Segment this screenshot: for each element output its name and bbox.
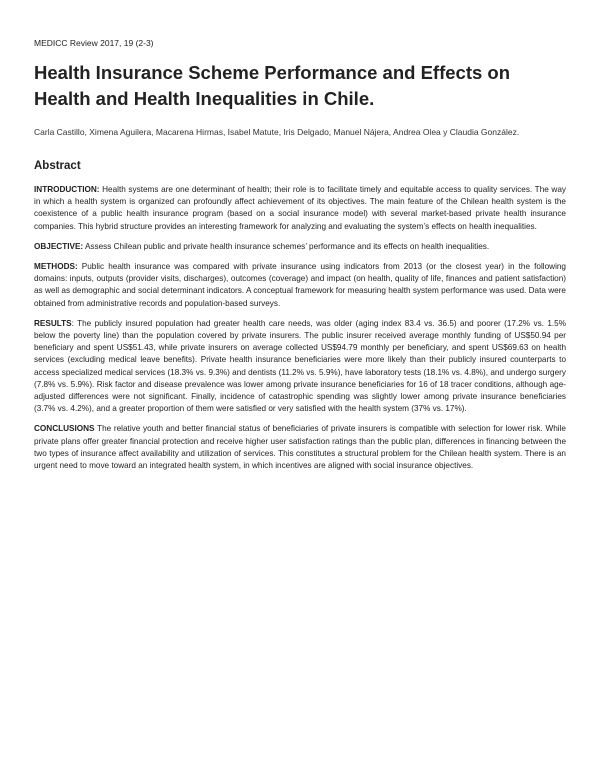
section-lead: RESULTS (34, 318, 72, 328)
journal-citation: MEDICC Review 2017, 19 (2-3) (34, 38, 154, 48)
author-list: Carla Castillo, Ximena Aguilera, Macarena Hirmas, Isabel Matute, Iris Delgado, Manuel Nájera, Andrea Olea y Claudia González. (34, 127, 520, 137)
abstract-body (34, 184, 566, 480)
abstract-heading: Abstract (34, 160, 81, 172)
abstract-results (34, 318, 566, 416)
section-lead: CONCLUSIONS (34, 424, 95, 434)
abstract-introduction (34, 184, 566, 233)
abstract-objective (34, 241, 566, 253)
section-text: : The publicly insured population had greater health care needs, was older (aging index 83.4 vs. 36.5) and poorer (17.2% vs. 1.5% below the poverty line) than the population covered by private insurers. The public insurer received average monthly funding of US$50.94 per beneficiary and spent US$51.43, while private insurers on average collected US$94.79 monthly per beneficiary, and spent US$69.63 on health services (excluding medical leave benefits). Private health insurance beneficiaries were more likely than their publicly insured counterparts to access specialized medical services (18.3% vs. 9.3%) and dentists (11.2% vs. 5.9%), have laboratory tests (18.1% vs. 4.8%), and undergo surgery (7.8% vs. 5.9%). Risk factor and disease prevalence was lower among private insurance beneficiaries for 16 of 18 tracer conditions, although age-adjusted differences were not significant. Finally, incidence of catastrophic spending was slightly lower among private insurance beneficiaries (3.7% vs. 4.2%), and a greater proportion of them were satisfied or very satisfied with the health system (37% vs. 17%). (34, 318, 566, 414)
abstract-methods (34, 261, 566, 310)
section-text: Public health insurance was compared with private insurance using indicators from 2013 (or the closest year) in the following domains: inputs, outputs (provider visits, discharges), outcomes (coverage) and impact (on health, quality of life, finances and patient satisfaction) as well as demographic and social determinant indicators. A conceptual framework for measuring health system performance was used. Data were obtained from administrative records and population-based surveys. (34, 262, 566, 308)
article-title: Health Insurance Scheme Performance and Effects on Health and Health Inequalities in Chile. (34, 62, 511, 109)
section-text: Assess Chilean public and private health insurance schemes’ performance and its effects on health inequalities. (83, 241, 490, 251)
abstract-conclusions (34, 423, 566, 472)
section-text: The relative youth and better financial status of beneficiaries of private insurers is compatible with selection for lower risk. While private plans offer greater financial protection and receive higher user satisfaction ratings than the public plan, differences in financing between the two types of insurance affect availability and utilization of services. This constitutes a structural problem for the Chilean health system. There is an urgent need to move toward an integrated health system, in which incentives are aligned with social insurance objectives. (34, 424, 566, 471)
section-lead: METHODS: (34, 262, 78, 272)
section-text: Health systems are one determinant of health; their role is to facilitate timely and equitable access to quality services. The way in which a health system is organized can profoundly affect achievement of its objectives. The main feature of the Chilean health system is the coexistence of a public health insurance program (based on a social insurance model) with several market-based private health insurance companies. This hybrid structure provides an interesting framework for analyzing and evaluating the system’s effects on health inequalities. (34, 185, 566, 231)
section-lead: INTRODUCTION: (34, 185, 100, 194)
section-lead: OBJECTIVE: (34, 241, 84, 251)
